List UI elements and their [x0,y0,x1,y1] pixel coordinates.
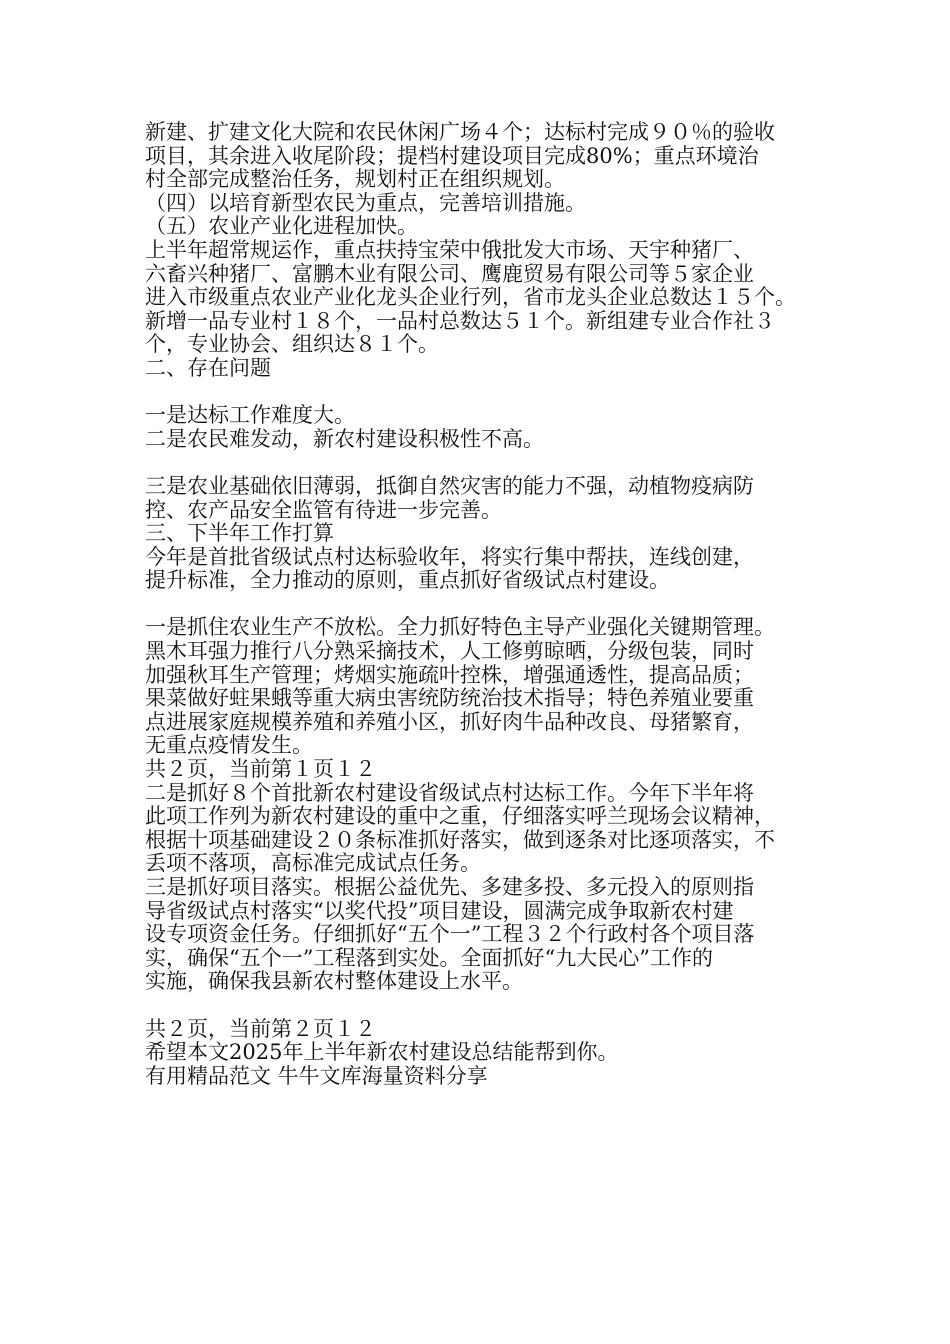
text-line: 实施，确保我县新农村整体建设上水平。 [145,969,523,994]
text-line: 实，确保“五个一”工程落到实处。全面抓好“九大民心”工作的 [145,945,713,970]
text-line: 黑木耳强力推行八分熟采摘技术，人工修剪晾晒，分级包装，同时 [145,639,754,664]
blank-line [145,381,825,405]
text-line: 共２页，当前第２页１２ [145,1016,376,1041]
text-line: 项目，其余进入收尾阶段；提档村建设项目完成80%；重点环境治 [145,143,759,168]
text-line: 进入市级重点农业产业化龙头企业行列，省市龙头企业总数达１５个。 [145,285,796,310]
text-line: 控、农产品安全监管有待进一步完善。 [145,497,502,522]
text-line: 此项工作列为新农村建设的重中之重，仔细落实呼兰现场会议精神， [145,804,775,829]
text-line: 六畜兴种猪厂、富鹏木业有限公司、鹰鹿贸易有限公司等５家企业 [145,261,754,286]
text-line: 丢项不落项，高标准完成试点任务。 [145,851,481,876]
text-line: 果菜做好蛀果蛾等重大病虫害统防统治技术指导；特色养殖业要重 [145,686,754,711]
text-line: 三、下半年工作打算 [145,521,334,546]
text-line: 根据十项基础建设２０条标准抓好落实，做到逐条对比逐项落实，不 [145,827,775,852]
blank-line [145,994,825,1018]
text-line: 一是达标工作难度大。 [145,403,355,428]
blank-line [145,593,825,617]
document-body [145,121,825,1088]
text-line: 二是农民难发动，新农村建设积极性不高。 [145,426,544,451]
text-line: 希望本文2025年上半年新农村建设总结能帮到你。 [145,1040,619,1065]
text-line: 有用精品范文 牛牛文库海量资料分享 [145,1063,488,1088]
text-line: （四）以培育新型农民为重点，完善培训措施。 [145,190,586,215]
text-line: 导省级试点村落实“以奖代投”项目建设，圆满完成争取新农村建 [145,898,734,923]
text-line: 二是抓好８个首批新农村建设省级试点村达标工作。今年下半年将 [145,780,754,805]
text-line: 三是农业基础依旧薄弱，抵御自然灾害的能力不强，动植物疫病防 [145,473,754,498]
text-line: 点进展家庭规模养殖和养殖小区，抓好肉牛品种改良、母猪繁育， [145,709,754,734]
text-line: 今年是首批省级试点村达标验收年，将实行集中帮扶，连线创建， [145,544,754,569]
text-line: 提升标准，全力推动的原则，重点抓好省级试点村建设。 [145,568,670,593]
text-line: 三是抓好项目落实。根据公益优先、多建多投、多元投入的原则指 [145,875,754,899]
text-line: 共２页，当前第１页１２ [145,757,376,782]
text-line: 加强秋耳生产管理；烤烟实施疏叶控株，增强通透性，提高品质； [145,662,754,687]
text-line: 二、存在问题 [145,355,271,380]
text-line: 上半年超常规运作，重点扶持宝荣中俄批发大市场、天宇种猪厂、 [145,237,754,262]
text-line: （五）农业产业化进程加快。 [145,214,418,239]
text-line: 村全部完成整治任务，规划村正在组织规划。 [145,167,565,192]
text-line: 新建、扩建文化大院和农民休闲广场４个；达标村完成９０％的验收 [145,120,775,144]
text-line: 设专项资金任务。仔细抓好“五个一”工程３２个行政村各个项目落 [145,922,755,947]
text-line: 个，专业协会、组织达８１个。 [145,332,439,357]
blank-line [145,451,825,475]
text-line: 一是抓住农业生产不放松。全力抓好特色主导产业强化关键期管理。 [145,615,775,640]
text-line: 无重点疫情发生。 [145,733,313,758]
text-line: 新增一品专业村１８个，一品村总数达５１个。新组建专业合作社３ [145,308,775,333]
